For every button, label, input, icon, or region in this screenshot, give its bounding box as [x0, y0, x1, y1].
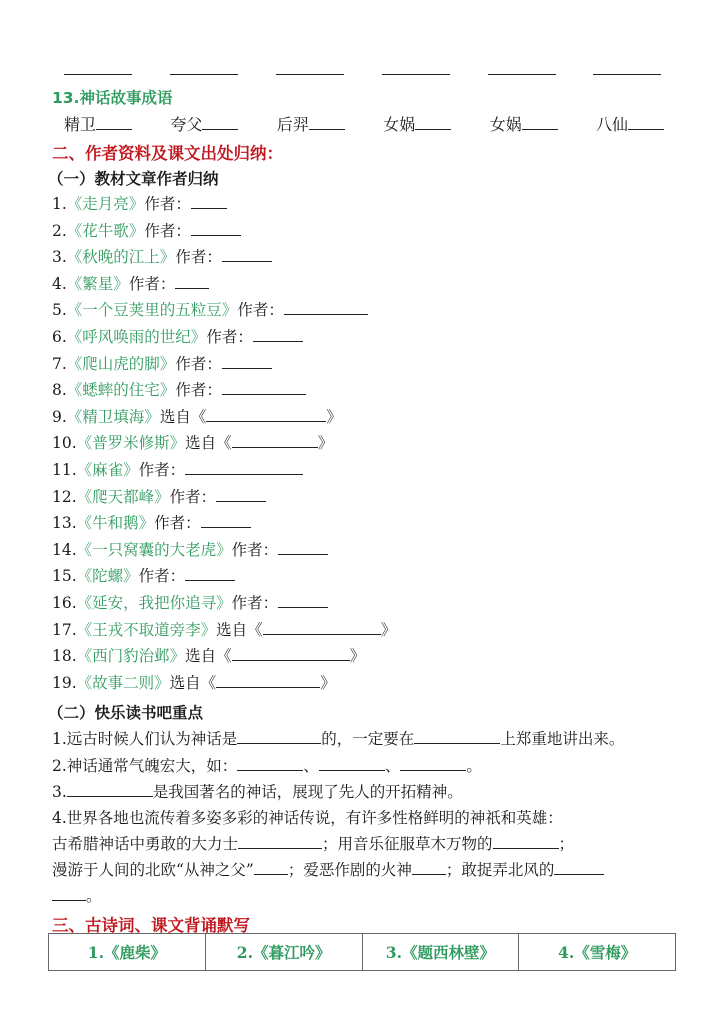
answer-blank[interactable]: [254, 860, 288, 875]
question-2: 2.神话通常气魄宏大，如： 、 、 。: [52, 757, 482, 775]
section-13-title: 13.神话故事成语: [52, 89, 173, 107]
author-list-item: [52, 646, 365, 666]
work-title: 《花牛歌》: [66, 221, 145, 240]
author-list-item: [52, 566, 235, 586]
item-number: 15.: [52, 567, 77, 586]
work-title: 《普罗米修斯》: [76, 434, 186, 453]
answer-blank[interactable]: [415, 115, 451, 130]
item-suffix: 作者：: [144, 195, 191, 213]
item-number: 6.: [52, 328, 67, 346]
work-title: 《陀螺》: [76, 567, 139, 586]
item-suffix: 作者：: [175, 381, 222, 400]
answer-blank[interactable]: [319, 756, 385, 771]
item-suffix: 选自《: [159, 407, 207, 426]
work-title: 《精卫填海》: [66, 407, 160, 426]
work-title: 《西门豹治邺》: [76, 647, 186, 666]
answer-blank[interactable]: [628, 115, 664, 130]
answer-blank[interactable]: [493, 834, 559, 849]
work-title: 《牛和鹅》: [76, 514, 155, 533]
answer-blank[interactable]: [278, 540, 328, 555]
author-list-item: [52, 540, 328, 560]
item-suffix: 作者：: [128, 274, 176, 293]
answer-blank[interactable]: [170, 74, 238, 75]
idiom-item: 后羿: [277, 112, 345, 135]
author-list-item: [52, 300, 368, 320]
answer-blank[interactable]: [554, 860, 604, 875]
close-bracket: 》: [317, 434, 334, 453]
answer-blank[interactable]: [64, 74, 132, 75]
answer-blank[interactable]: [382, 74, 450, 75]
answer-blank[interactable]: [216, 673, 320, 688]
work-title: 《蟋蟀的住宅》: [66, 381, 176, 400]
item-suffix: 作者：: [169, 487, 217, 506]
item-suffix: 选自《: [185, 647, 232, 666]
item-suffix: 作者：: [206, 328, 253, 346]
item-suffix: 作者：: [138, 461, 186, 479]
answer-blank[interactable]: [232, 646, 350, 661]
answer-blank[interactable]: [201, 513, 251, 528]
idiom-item: 精卫: [64, 112, 132, 135]
question-3: 3. 是我国著名的神话，展现了先人的开拓精神。: [52, 783, 463, 801]
item-number: 8.: [52, 381, 67, 400]
answer-blank[interactable]: [253, 327, 303, 342]
item-number: 14.: [52, 540, 77, 559]
answer-blank[interactable]: [276, 74, 344, 75]
item-number: 4.: [52, 274, 67, 293]
work-title: 《呼风唤雨的世纪》: [66, 328, 207, 346]
answer-blank[interactable]: [238, 834, 322, 849]
item-suffix: 作者：: [175, 248, 222, 267]
idiom-row: [64, 112, 664, 135]
answer-blank[interactable]: [96, 115, 132, 130]
poem-cell: 3.《题西林壁》: [362, 934, 519, 971]
answer-blank[interactable]: [263, 620, 381, 635]
answer-blank[interactable]: [185, 566, 235, 581]
subsection-1-title: （一）教材文章作者归纳: [48, 170, 219, 188]
author-list-item: [52, 460, 303, 480]
item-suffix: 作者：: [237, 301, 284, 320]
work-title: 《走月亮》: [66, 195, 145, 213]
item-number: 2.: [52, 221, 67, 240]
work-title: 《一只窝囊的大老虎》: [76, 540, 232, 559]
poem-cell: 4.《雪梅》: [519, 934, 676, 971]
work-title: 《延安，我把你追寻》: [76, 594, 232, 612]
author-list-item: [52, 487, 266, 507]
item-suffix: 作者：: [175, 354, 222, 373]
author-list-item: [52, 354, 272, 374]
close-bracket: 》: [380, 620, 397, 639]
section-2-title: 二、作者资料及课文出处归纳：: [52, 144, 283, 163]
work-title: 《爬山虎的脚》: [66, 354, 176, 373]
subsection-2-title: （二）快乐读书吧重点: [48, 704, 204, 722]
answer-blank[interactable]: [216, 487, 266, 502]
poem-table: [48, 933, 676, 971]
idiom-item: 女娲: [490, 112, 558, 135]
item-suffix: 作者：: [231, 540, 279, 559]
author-list-item: [52, 407, 342, 427]
work-title: 《麻雀》: [76, 461, 139, 479]
question-4-line-1: 古希腊神话中勇敢的大力士 ；用音乐征服草木万物的 ；: [52, 835, 575, 853]
answer-blank[interactable]: [222, 354, 272, 369]
author-list-item: [52, 380, 306, 400]
item-suffix: 作者：: [231, 594, 279, 612]
work-title: 《秋晚的江上》: [66, 248, 176, 267]
poem-cell: 2.《暮江吟》: [205, 934, 362, 971]
item-number: 3.: [52, 248, 67, 267]
work-title: 《爬天都峰》: [76, 487, 170, 506]
answer-blank[interactable]: [222, 380, 306, 395]
answer-blank[interactable]: [67, 782, 153, 797]
poem-cell: 1.《鹿柴》: [49, 934, 206, 971]
item-suffix: 选自《: [216, 620, 263, 639]
answer-blank[interactable]: [414, 729, 500, 744]
answer-blank[interactable]: [202, 115, 238, 130]
author-list-item: [52, 513, 251, 533]
item-number: 19.: [52, 673, 77, 692]
item-number: 12.: [52, 487, 77, 506]
close-bracket: 》: [326, 407, 342, 426]
answer-blank[interactable]: [191, 221, 241, 236]
answer-blank[interactable]: [522, 115, 558, 130]
item-suffix: 作者：: [144, 221, 191, 240]
work-title: 《繁星》: [66, 274, 129, 293]
idiom-item: 女娲: [383, 112, 451, 135]
author-list-item: [52, 274, 209, 294]
work-title: 《一个豆荚里的五粒豆》: [66, 301, 238, 320]
item-number: 16.: [52, 594, 77, 612]
author-list-item: [52, 673, 336, 693]
answer-blank[interactable]: [593, 74, 661, 75]
item-number: 1.: [52, 195, 67, 213]
author-list-item: [52, 593, 328, 613]
item-number: 9.: [52, 407, 67, 426]
answer-blank[interactable]: [284, 300, 368, 315]
author-list-item: [52, 194, 227, 214]
answer-blank[interactable]: [222, 247, 272, 262]
item-number: 18.: [52, 647, 77, 666]
answer-blank[interactable]: [400, 756, 466, 771]
author-list-item: [52, 620, 396, 640]
answer-blank[interactable]: [175, 274, 209, 289]
item-number: 5.: [52, 301, 67, 320]
question-4-line-2: 漫游于人间的北欧“从神之父” ；爱恶作剧的火神 ；敢捉弄北风的: [52, 860, 604, 880]
close-bracket: 》: [349, 647, 366, 666]
question-4-line-3: 。: [52, 886, 102, 906]
item-number: 11.: [52, 461, 77, 479]
item-suffix: 作者：: [154, 514, 201, 533]
answer-blank[interactable]: [412, 860, 446, 875]
question-4-intro: 4.世界各地也流传着多姿多彩的神话传说，有许多性格鲜明的神祇和英雄：: [52, 809, 563, 827]
author-list-item: [52, 221, 241, 241]
author-list-item: [52, 433, 333, 453]
answer-blank[interactable]: [237, 756, 303, 771]
work-title: 《故事二则》: [76, 673, 170, 692]
answer-blank[interactable]: [52, 886, 86, 901]
answer-blank[interactable]: [237, 729, 321, 744]
answer-blank[interactable]: [232, 433, 318, 448]
item-number: 13.: [52, 514, 77, 533]
item-suffix: 作者：: [138, 567, 186, 586]
item-number: 10.: [52, 434, 77, 453]
work-title: 《王戎不取道旁李》: [76, 620, 217, 639]
section-3-title: 三、古诗词、课文背诵默写: [52, 916, 250, 935]
author-list-item: [52, 327, 303, 347]
author-list-item: [52, 247, 272, 267]
item-number: 7.: [52, 354, 67, 373]
answer-blank[interactable]: [185, 460, 303, 475]
answer-blank[interactable]: [191, 194, 227, 209]
item-suffix: 选自《: [185, 434, 232, 453]
question-1: 1.远古时候人们认为神话是 的，一定要在 上郑重地讲出来。: [52, 730, 625, 748]
item-suffix: 选自《: [169, 673, 217, 692]
idiom-item: 八仙: [596, 112, 664, 135]
item-number: 17.: [52, 620, 77, 639]
answer-blank[interactable]: [488, 74, 556, 75]
answer-blank[interactable]: [309, 115, 345, 130]
answer-blank[interactable]: [206, 407, 326, 422]
idiom-item: 夸父: [170, 112, 238, 135]
close-bracket: 》: [320, 673, 336, 692]
table-row: [49, 934, 676, 971]
answer-blank[interactable]: [278, 593, 328, 608]
